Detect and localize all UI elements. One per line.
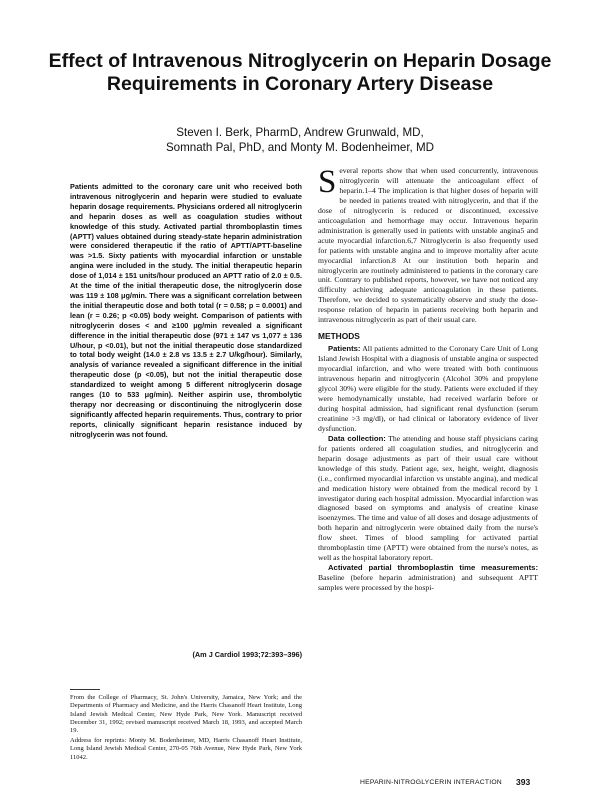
patients-text: All patients admitted to the Coronary Care Unit of Long Island Jewish Hospital with a diagnosis of unstable angina or suspected myocardial infarction, and who were treated with both continuous intravenous heparin and nitroglycerin (Alcohol 30% and propylene glycol 30%) were eligible for the study. Patients were excluded if they were hemodynamically unstable, had received warfarin before or during hospital admission, had significant renal dysfunction (serum creatinine >3 mg/dl), or had clinical or laboratory evidence of liver dysfunction. xyxy=(318,344,538,433)
aptt-lead: Activated partial thromboplastin time measurements: xyxy=(328,563,538,573)
intro-paragraph xyxy=(318,166,538,325)
intro-text: everal reports show that when used concurrently, intravenous nitroglycerin will attenuate the anticoagulant effect of heparin.1–4 The implication is that higher doses of heparin will be needed in patients treated with nitroglycerin, and that if the dose of nitroglycerin is reduced or discontinued, excessive anticoagulation and hemorrhage may occur. Intravenous heparin administration is generally used in patients with unstable angina5 and acute myocardial infarction.6,7 Nitroglycerin is also frequently used for patients with unstable angina and to improve mortality after acute myocardial infarction.8 At our institution both heparin and nitroglycerin are routinely administered to patients in the coronary care unit. Contrary to published reports, however, we have not noticed any difficulty achieving adequate anticoagulation in these patients. Therefore, we decided to systematically observe and study the dose-response relation of heparin in patients receiving both heparin and intravenous nitroglycerin as part of their usual care. xyxy=(318,166,538,325)
running-title: HEPARIN-NITROGLYCERIN INTERACTION xyxy=(360,779,502,786)
affiliation-footnote: From the College of Pharmacy, St. John's University, Jamaica, New York; and the Departments of Pharmacy and Medicine, and the Harris Chasanoff Heart Institute, Long Island Jewish Medical Center, New Hyde Park, New York. Manuscript received December 31, 1992; revised manuscript received March 18, 1993, and accepted March 19. xyxy=(70,694,302,735)
footnote-rule xyxy=(70,689,100,690)
aptt-paragraph xyxy=(318,563,538,593)
methods-heading: METHODS xyxy=(318,331,360,342)
abstract: Patients admitted to the coronary care unit who received both intravenous nitroglycerin and heparin were studied to evaluate heparin dosage requirements. Physicians ordered all nitroglycerin and heparin doses as well as coagulation studies without knowledge of this study. Activated partial thromboplastin times (APTT) values obtained during steady-state heparin administration were considered therapeutic if the ratio of APTT/APTT-baseline was >1.5. Sixty patients with myocardial infarction or unstable angina were included in the study. The initial therapeutic heparin dose of 1,014 ± 151 units/hour produced an APTT ratio of 2.0 ± 0.5. At the time of the initial therapeutic dose, the nitroglycerin dose was 119 ± 108 μg/min. There was a significant correlation between the initial therapeutic dose and both total (r = 0.58; p = 0.0001) and lean (r = 0.26; p <0.05) body weight. Comparison of patients with nitroglycerin doses < and ≥100 μg/min revealed a significant difference in the initial therapeutic dose (971 ± 147 vs 1,077 ± 136 U/hour, p <0.01), but not the initial therapeutic dose standardized to total body weight (14.0 ± 2.8 vs 13.5 ± 2.7 U/kg/hour). Similarly, analysis of variance revealed a significant difference in the initial therapeutic dose (p <0.05), but not the initial therapeutic dose standardized to weight among 5 different nitroglycerin dosage ranges (10 to 533 μg/min). Neither aspirin use, thrombolytic therapy nor decreasing or discontinuing the nitroglycerin dose significantly affected heparin requirements. Thus, contrary to prior reports, clinically significant heparin resistance induced by nitroglycerin was not found. xyxy=(70,182,302,439)
author-line-2: Somnath Pal, PhD, and Monty M. Bodenheimer, MD xyxy=(165,141,435,154)
reprint-address-footnote: Address for reprints: Monty M. Bodenheimer, MD, Harris Chasanoff Heart Institute, Long Island Jewish Medical Center, 270-05 76th Avenue, New Hyde Park, New York 11042. xyxy=(70,737,302,761)
patients-lead: Patients: xyxy=(328,344,361,354)
author-list xyxy=(60,125,540,155)
aptt-text: Baseline (before heparin administration) and subsequent APTT samples were processed by the hospi- xyxy=(318,573,538,593)
article-title: Effect of Intravenous Nitroglycerin on Heparin Dosage Requirements in Coronary Artery Disease xyxy=(48,50,552,95)
journal-citation: (Am J Cardiol 1993;72:393–396) xyxy=(192,650,302,659)
drop-cap: S xyxy=(318,164,337,200)
data-collection-text: The attending and house staff physicians caring for patients ordered all coagulation studies, and nitroglycerin and heparin dosage adjustments as part of their usual care without knowledge of this study. Patient age, sex, height, weight, diagnosis (i.e., confirmed myocardial infarction vs unstable angina), and medical and medication history were obtained from the medical record by 1 investigator during each hospital admission. Myocardial infarction was diagnosed based on symptoms and analysis of creatine kinase isoenzymes. The time and value of all doses and dosage adjustments of both heparin and nitroglycerin were obtained daily from the nurse's flow sheet. Times of blood sampling for activated partial thromboplastin time (APTT) were obtained from the nurse's notes, as well as the hospital laboratory report. xyxy=(318,433,538,563)
body-column xyxy=(318,166,538,593)
data-collection-paragraph xyxy=(318,434,538,563)
author-line-1: Steven I. Berk, PharmD, Andrew Grunwald, MD, xyxy=(176,126,424,139)
patients-paragraph xyxy=(318,344,538,434)
data-collection-lead: Data collection: xyxy=(328,433,386,443)
page-number: 393 xyxy=(516,777,531,787)
